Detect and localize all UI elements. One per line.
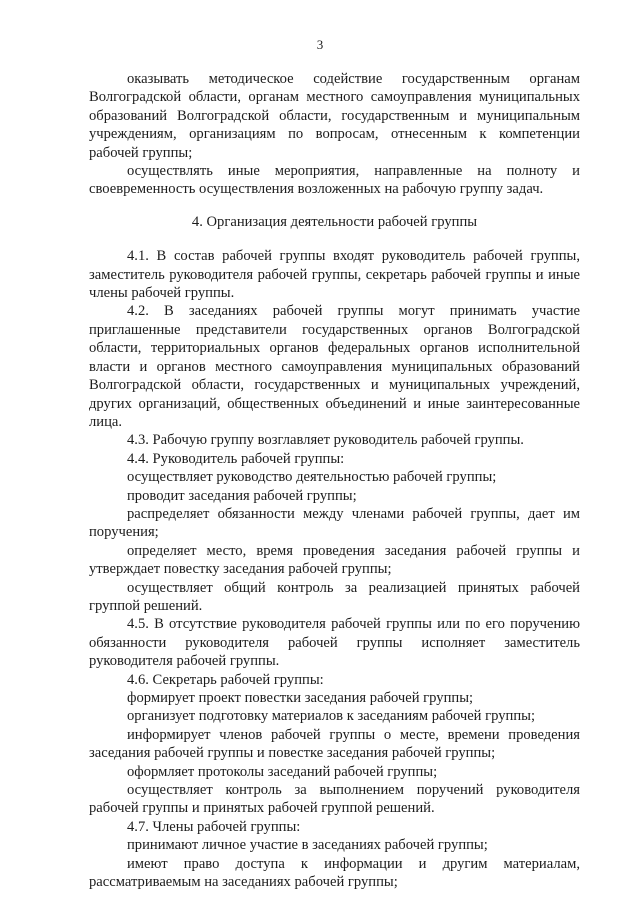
paragraph: распределяет обязанности между членами рабочей группы, дает им поручения; — [89, 505, 580, 541]
paragraph: проводит заседания рабочей группы; — [127, 487, 357, 504]
paragraph: определяет место, время проведения заседания рабочей группы и утверждает повестку заседания рабочей группы; — [89, 542, 580, 578]
paragraph: 4.1. В состав рабочей группы входят руководитель рабочей группы, заместитель руководителя рабочей группы, секретарь рабочей группы и иные члены рабочей группы. — [89, 248, 580, 302]
paragraph: 4.4. Руководитель рабочей группы: — [127, 450, 345, 467]
paragraph: 4.3. Рабочую группу возглавляет руководитель рабочей группы. — [127, 432, 524, 449]
paragraph: оформляет протоколы заседаний рабочей группы; — [127, 763, 438, 780]
paragraph: осуществлять иные мероприятия, направленные на полноту и своевременность осуществления возложенных на рабочую группу задач. — [89, 163, 580, 198]
paragraph: информирует членов рабочей группы о месте, времени проведения заседания рабочей группы и повестке заседания рабочей группы; — [89, 726, 580, 762]
paragraph: принимают личное участие в заседаниях рабочей группы; — [127, 837, 488, 854]
paragraph: 4.6. Секретарь рабочей группы: — [127, 671, 324, 688]
paragraph: осуществляет руководство деятельностью рабочей группы; — [127, 469, 497, 486]
paragraph: 4.7. Члены рабочей группы: — [127, 818, 301, 835]
paragraph: 4.5. В отсутствие руководителя рабочей группы или по его поручению обязанности руководителя рабочей группы исполняет заместитель руководителя рабочей группы. — [89, 616, 580, 670]
paragraph: формирует проект повестки заседания рабочей группы; — [127, 690, 474, 706]
paragraph: осуществляет контроль за выполнением поручений руководителя рабочей группы и принятых рабочей группой решений. — [89, 782, 580, 817]
paragraph: организует подготовку материалов к заседаниям рабочей группы; — [127, 708, 536, 725]
document-body — [89, 70, 580, 891]
paragraph: имеют право доступа к информации и другим материалам, рассматриваемым на заседаниях рабочей группы; — [89, 855, 580, 891]
paragraph: осуществляет общий контроль за реализацией принятых рабочей группой решений. — [89, 579, 580, 614]
page-number: 3 — [316, 37, 324, 52]
paragraph: оказывать методическое содействие государственным органам Волгоградской области, органам местного самоуправления муниципальных образований Волгоградской области, государственным и муниципальным учреждениям, организациям по вопросам, отнесенным к компетенции рабочей группы; — [89, 71, 580, 161]
paragraph: 4.2. В заседаниях рабочей группы могут принимать участие приглашенные представители государственных органов Волгоградской области, территориальных органов федеральных органов исполнительной власти и органов местного самоуправления муниципальных образований Волгоградской области, государственных и муниципальных учреждений, других организаций, общественных объединений и иные заинтересованные лица. — [89, 303, 580, 430]
section-heading: 4. Организация деятельности рабочей группы — [191, 213, 478, 230]
